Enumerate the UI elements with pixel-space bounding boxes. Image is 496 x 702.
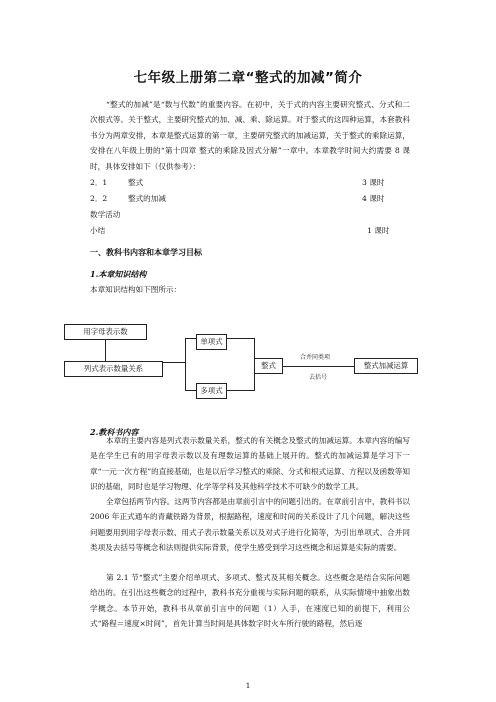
schedule-hours: 1 课时 [367,226,390,235]
paragraph: 全章包括两节内容。这两节内容都是由章前引言中的问题引出的。在章前引言中，教科书以 2006 年正式通车的青藏铁路为背景，根据路程，速度和时间的关系设计了几个问题，解决这些问题要用到用字母表示数、用式子表示数量关系以及对式子进行化简等，为引出单项式、合并同类项及去括号等概念和法则提供实际背景，使学生感受到学习这些概念和运算是实际的需要。 [90,497,410,553]
page-title: 七年级上册第二章“整式的加减”简介 [133,70,363,86]
schedule-name: 小结 [90,226,106,235]
schedule-hours: 4 课时 [362,194,385,203]
schedule-section: 2．2 [90,194,108,203]
connector-line [185,338,186,391]
schedule-hours: 3 课时 [362,178,385,187]
structure-intro: 本章知识结构如下图所示： [90,285,182,294]
intro-paragraph: “整式的加减”是“数与代数”的重要内容。在初中，关于式的内容主要研究整式、分式和二次根式等。关于整式，主要研究整式的加、减、乘、除运算。对于整式的这四种运算，本套教科书分为两章安排，本章是整式运算的第一章，主要研究整式的加减运算，关于整式的乘除运算，安排在八年级上册的“第十四章 整式的乘除及因式分解”一章中。本章教学时间大约需要 8 课时，具体安排如下（仅供参考）： [90,100,410,171]
box-relation: 列式表示数量关系 [64,361,163,377]
box-letters: 用字母表示数 [64,324,147,340]
label-brackets: 去括号 [309,374,328,381]
schedule-section: 2．1 [90,178,108,187]
paragraph: 本章的主要内容是列式表示数量关系，整式的有关概念及整式的加减运算。本章内容的编写是在学生已有的用字母表示数以及有理数运算的基础上展开的。整式的加减运算是学习下一章“一元一次方程”的直接基础，也是以后学习整式的乘除、分式和根式运算、方程以及函数等知识的基础，同时也是学习物理、化学等学科及其他科学技术不可缺少的数学工具。 [90,436,410,492]
paragraph: 第 2.1 节“整式”主要介绍单项式、多项式、整式及其相关概念。这些概念是结合实际问题给出的。在引出这些概念的过程中，教科书充分重视与实际问题的联系，从实际情境中抽象出数学概念。本节开始，教科书从章前引言中的问题（1）入手，在速度已知的前提下，利用公式“路程＝速度×时间”，首先计算当时间是具体数字时火车所行驶的路程，然后逐 [90,573,410,629]
box-operation: 整式加减运算 [354,358,418,374]
box-polynomial: 多项式 [196,383,227,399]
schedule-name: 整式 [128,178,144,187]
subsection-heading: 2.教科书内容 [90,427,139,437]
connector-line [227,390,255,391]
subsection-heading: 1.本章知识结构 [90,269,147,279]
schedule-name: 整式的加减 [128,194,166,203]
page-number: 1 [245,681,251,690]
connector-line [163,362,186,363]
connector-line [185,390,196,391]
schedule-name: 数学活动 [90,210,121,219]
connector-line [227,338,255,339]
box-integral: 整式 [254,358,283,374]
box-monomial: 单项式 [196,334,227,350]
section-heading: 一、教科书内容和本章学习目标 [90,248,202,257]
label-combine: 合并同类项 [300,354,331,361]
arrow-line [283,366,354,367]
connector-line [185,338,196,339]
